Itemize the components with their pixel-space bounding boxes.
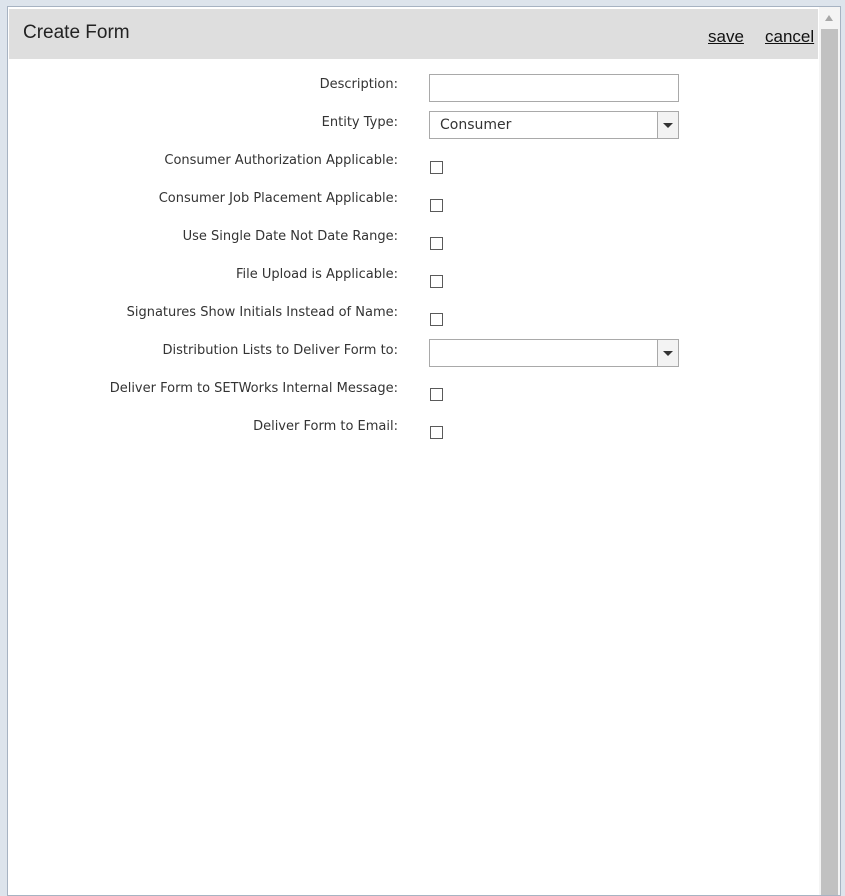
file-upload-label: File Upload is Applicable: (235, 267, 398, 282)
consumer-job-placement-checkbox[interactable] (430, 199, 443, 212)
dialog-title: Create Form (23, 22, 130, 43)
vertical-scrollbar[interactable] (819, 7, 840, 895)
scroll-up-arrow-icon[interactable] (825, 15, 833, 21)
dialog-header (9, 9, 818, 59)
distribution-lists-select[interactable] (429, 339, 679, 367)
cancel-link[interactable]: cancel (765, 27, 815, 46)
distribution-lists-dropdown-button[interactable] (657, 340, 678, 366)
description-label: Description: (319, 77, 398, 92)
internal-message-label: Deliver Form to SETWorks Internal Message: (109, 381, 398, 396)
save-link[interactable]: save (708, 27, 744, 46)
internal-message-checkbox[interactable] (430, 388, 443, 401)
entity-type-select[interactable] (429, 111, 679, 139)
description-input[interactable] (429, 74, 679, 102)
consumer-authorization-checkbox[interactable] (430, 161, 443, 174)
chevron-down-icon (663, 123, 673, 128)
entity-type-label: Entity Type: (321, 115, 398, 130)
scrollbar-thumb[interactable] (821, 29, 838, 895)
distribution-lists-label: Distribution Lists to Deliver Form to: (162, 343, 398, 358)
entity-type-value: Consumer (440, 117, 512, 133)
email-label: Deliver Form to Email: (253, 419, 398, 434)
file-upload-checkbox[interactable] (430, 275, 443, 288)
chevron-down-icon (663, 351, 673, 356)
entity-type-dropdown-button[interactable] (657, 112, 678, 138)
single-date-label: Use Single Date Not Date Range: (182, 229, 398, 244)
signatures-initials-checkbox[interactable] (430, 313, 443, 326)
consumer-job-placement-label: Consumer Job Placement Applicable: (158, 191, 398, 206)
consumer-authorization-label: Consumer Authorization Applicable: (164, 153, 398, 168)
email-checkbox[interactable] (430, 426, 443, 439)
create-form-dialog (7, 6, 841, 896)
signatures-initials-label: Signatures Show Initials Instead of Name: (126, 305, 398, 320)
single-date-checkbox[interactable] (430, 237, 443, 250)
